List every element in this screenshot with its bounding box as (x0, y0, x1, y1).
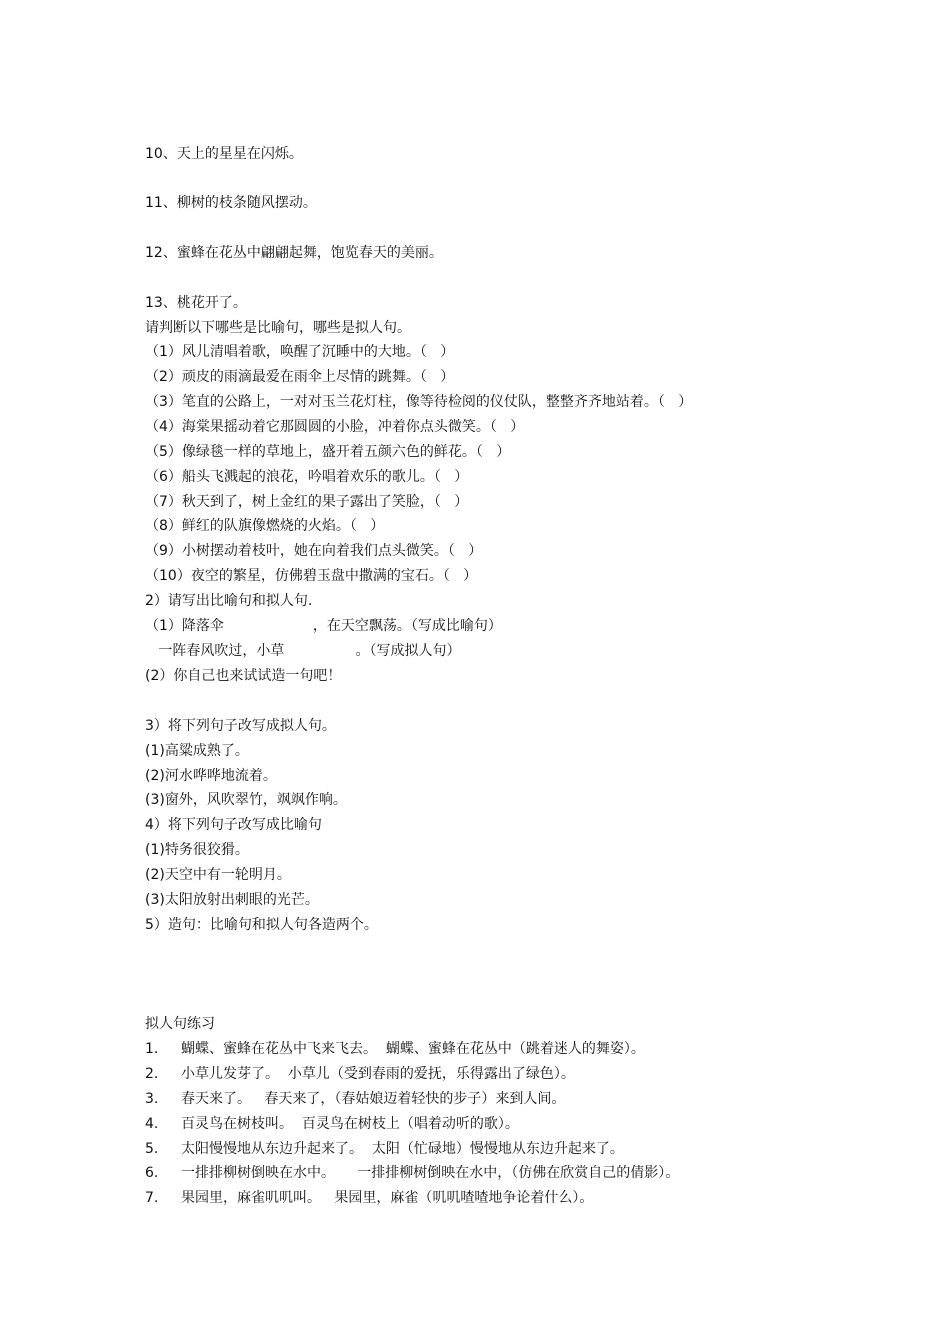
rewrite-personify-item: (1)高粱成熟了。 (145, 743, 249, 759)
rewrite-simile-item: (2)天空中有一轮明月。 (145, 867, 291, 883)
practice-number: 6. (145, 1165, 159, 1181)
write-heading: 2）请写出比喻句和拟人句. (145, 593, 313, 609)
judge-item: （1）风儿清唱着歌，唤醒了沉睡中的大地。（ ） (145, 344, 455, 360)
sentence-12: 12、蜜蜂在花丛中翩翩起舞，饱览春天的美丽。 (145, 245, 443, 261)
practice-number: 2. (145, 1066, 159, 1082)
write-line: （1）降落伞 ，在天空飘荡。（写成比喻句） (145, 618, 502, 634)
rewrite-simile-item: (3)太阳放射出刺眼的光芒。 (145, 892, 319, 908)
judge-item: （4）海棠果摇动着它那圆圆的小脸，冲着你点头微笑。（ ） (145, 419, 525, 435)
practice-item: 小草儿发芽了。 小草儿（受到春雨的爱抚，乐得露出了绿色）。 (181, 1066, 575, 1082)
rewrite-personify-item: (3)窗外，风吹翠竹，飒飒作响。 (145, 792, 347, 808)
judge-item: （7）秋天到了，树上金红的果子露出了笑脸，（ ） (145, 494, 469, 510)
practice-item: 蝴蝶、蜜蜂在花丛中飞来飞去。 蝴蝶、蜜蜂在花丛中（跳着迷人的舞姿）。 (181, 1041, 645, 1057)
write-line: (2）你自己也来试试造一句吧！ (145, 668, 342, 684)
practice-item: 果园里，麻雀叽叽叫。 果园里，麻雀（叽叽喳喳地争论着什么）。 (181, 1190, 594, 1206)
sentence-11: 11、柳树的枝条随风摆动。 (145, 195, 317, 211)
make-sentence-task: 5）造句：比喻句和拟人句各造两个。 (145, 917, 378, 933)
judge-item: （3）笔直的公路上，一对对玉兰花灯柱，像等待检阅的仪仗队，整整齐齐地站着。（ ） (145, 394, 693, 410)
practice-item: 春天来了。 春天来了，（春姑娘迈着轻快的步子）来到人间。 (181, 1091, 566, 1107)
rewrite-personify-heading: 3）将下列句子改写成拟人句。 (145, 718, 336, 734)
practice-number: 7. (145, 1190, 159, 1206)
practice-item: 太阳慢慢地从东边升起来了。 太阳（忙碌地）慢慢地从东边升起来了。 (181, 1141, 624, 1157)
sentence-13: 13、桃花开了。 (145, 295, 247, 311)
judge-item: （10）夜空的繁星，仿佛碧玉盘中撒满的宝石。（ ） (145, 568, 478, 584)
practice-title: 拟人句练习 (145, 1016, 215, 1032)
judge-prompt: 请判断以下哪些是比喻句，哪些是拟人句。 (145, 320, 411, 336)
judge-item: （5）像绿毯一样的草地上，盛开着五颜六色的鲜花。（ ） (145, 444, 511, 460)
practice-item: 百灵鸟在树枝叫。 百灵鸟在树枝上（唱着动听的歌）。 (181, 1116, 519, 1132)
practice-number: 3. (145, 1091, 159, 1107)
practice-number: 4. (145, 1116, 159, 1132)
rewrite-personify-item: (2)河水哗哗地流着。 (145, 768, 277, 784)
judge-item: （8）鲜红的队旗像燃烧的火焰。（ ） (145, 518, 385, 534)
rewrite-simile-heading: 4）将下列句子改写成比喻句 (145, 817, 322, 833)
rewrite-simile-item: (1)特务很狡猾。 (145, 842, 249, 858)
judge-item: （2）顽皮的雨滴最爱在雨伞上尽情的跳舞。（ ） (145, 369, 455, 385)
practice-item: 一排排柳树倒映在水中。 一排排柳树倒映在水中，（仿佛在欣赏自己的倩影）。 (181, 1165, 680, 1181)
judge-item: （9）小树摆动着枝叶，她在向着我们点头微笑。（ ） (145, 543, 483, 559)
judge-item: （6）船头飞溅起的浪花，吟唱着欢乐的歌儿。（ ） (145, 469, 469, 485)
sentence-10: 10、天上的星星在闪烁。 (145, 146, 303, 162)
practice-number: 1. (145, 1041, 159, 1057)
write-line: 一阵春风吹过，小草 。（写成拟人句） (145, 643, 461, 659)
practice-number: 5. (145, 1141, 159, 1157)
